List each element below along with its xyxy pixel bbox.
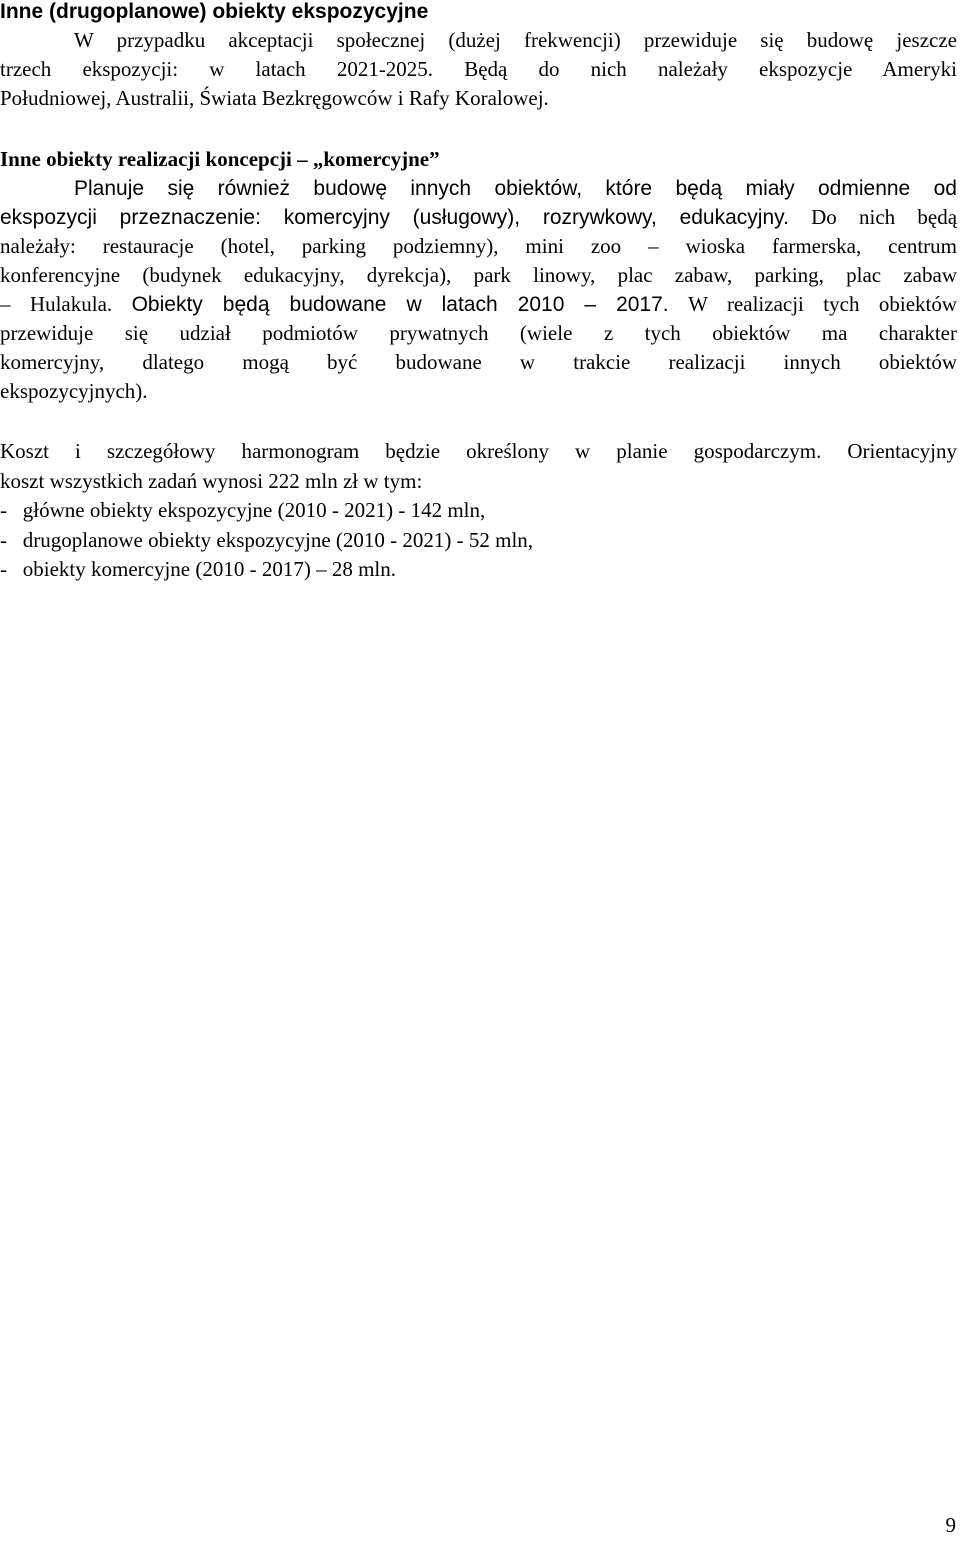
paragraph-fragment: W realizacji tych obiektów — [688, 292, 958, 316]
paragraph-line: konferencyjne (budynek edukacyjny, dyrekcja), park linowy, plac zabaw, parking, plac zabaw — [0, 263, 957, 287]
section-drugoplanowe — [0, 0, 957, 113]
paragraph-line-mixed — [0, 290, 957, 319]
section-heading: Inne (drugoplanowe) obiekty ekspozycyjne — [0, 0, 429, 23]
section-koszt — [0, 437, 957, 585]
section-heading: Inne obiekty realizacji koncepcji – „komercyjne” — [0, 147, 440, 171]
cost-list-item: - drugoplanowe obiekty ekspozycyjne (2010 - 2021) - 52 mln, — [0, 527, 534, 552]
paragraph-fragment: Do nich będą — [811, 205, 958, 229]
paragraph-line: Południowej, Australii, Świata Bezkręgowców i Rafy Koralowej. — [0, 86, 549, 110]
paragraph-line: W przypadku akceptacji społecznej (dużej frekwencji) przewiduje się budowę jeszcze — [74, 28, 957, 52]
paragraph-line: Koszt i szczegółowy harmonogram będzie określony w planie gospodarczym. Orientacyjny — [0, 439, 957, 463]
paragraph-fragment: Obiekty będą budowane w latach 2010 – 2017. — [131, 293, 669, 316]
paragraph-fragment: ekspozycji przeznaczenie: komercyjny (usługowy), rozrywkowy, edukacyjny. — [0, 206, 789, 229]
paragraph-line: ekspozycyjnych). — [0, 379, 148, 403]
section-komercyjne — [0, 145, 957, 406]
paragraph-line-mixed — [0, 203, 957, 232]
paragraph-line: Planuje się również budowę innych obiektów, które będą miały odmienne od — [74, 177, 957, 200]
paragraph-fragment: – Hulakula. — [0, 292, 113, 316]
page-number: 9 — [945, 1513, 956, 1537]
paragraph-line: trzech ekspozycji: w latach 2021-2025. Będą do nich należały ekspozycje Ameryki — [0, 57, 957, 81]
cost-list-item: - obiekty komercyjne (2010 - 2017) – 28 mln. — [0, 557, 397, 581]
paragraph-line: koszt wszystkich zadań wynosi 222 mln zł w tym: — [0, 468, 423, 493]
paragraph-line: komercyjny, dlatego mogą być budowane w trakcie realizacji innych obiektów — [0, 350, 957, 374]
paragraph-line: przewiduje się udział podmiotów prywatnych (wiele z tych obiektów ma charakter — [0, 321, 957, 345]
cost-list-item: - główne obiekty ekspozycyjne (2010 - 2021) - 142 mln, — [0, 498, 486, 522]
paragraph-line: należały: restauracje (hotel, parking podziemny), mini zoo – wioska farmerska, centrum — [0, 234, 957, 258]
